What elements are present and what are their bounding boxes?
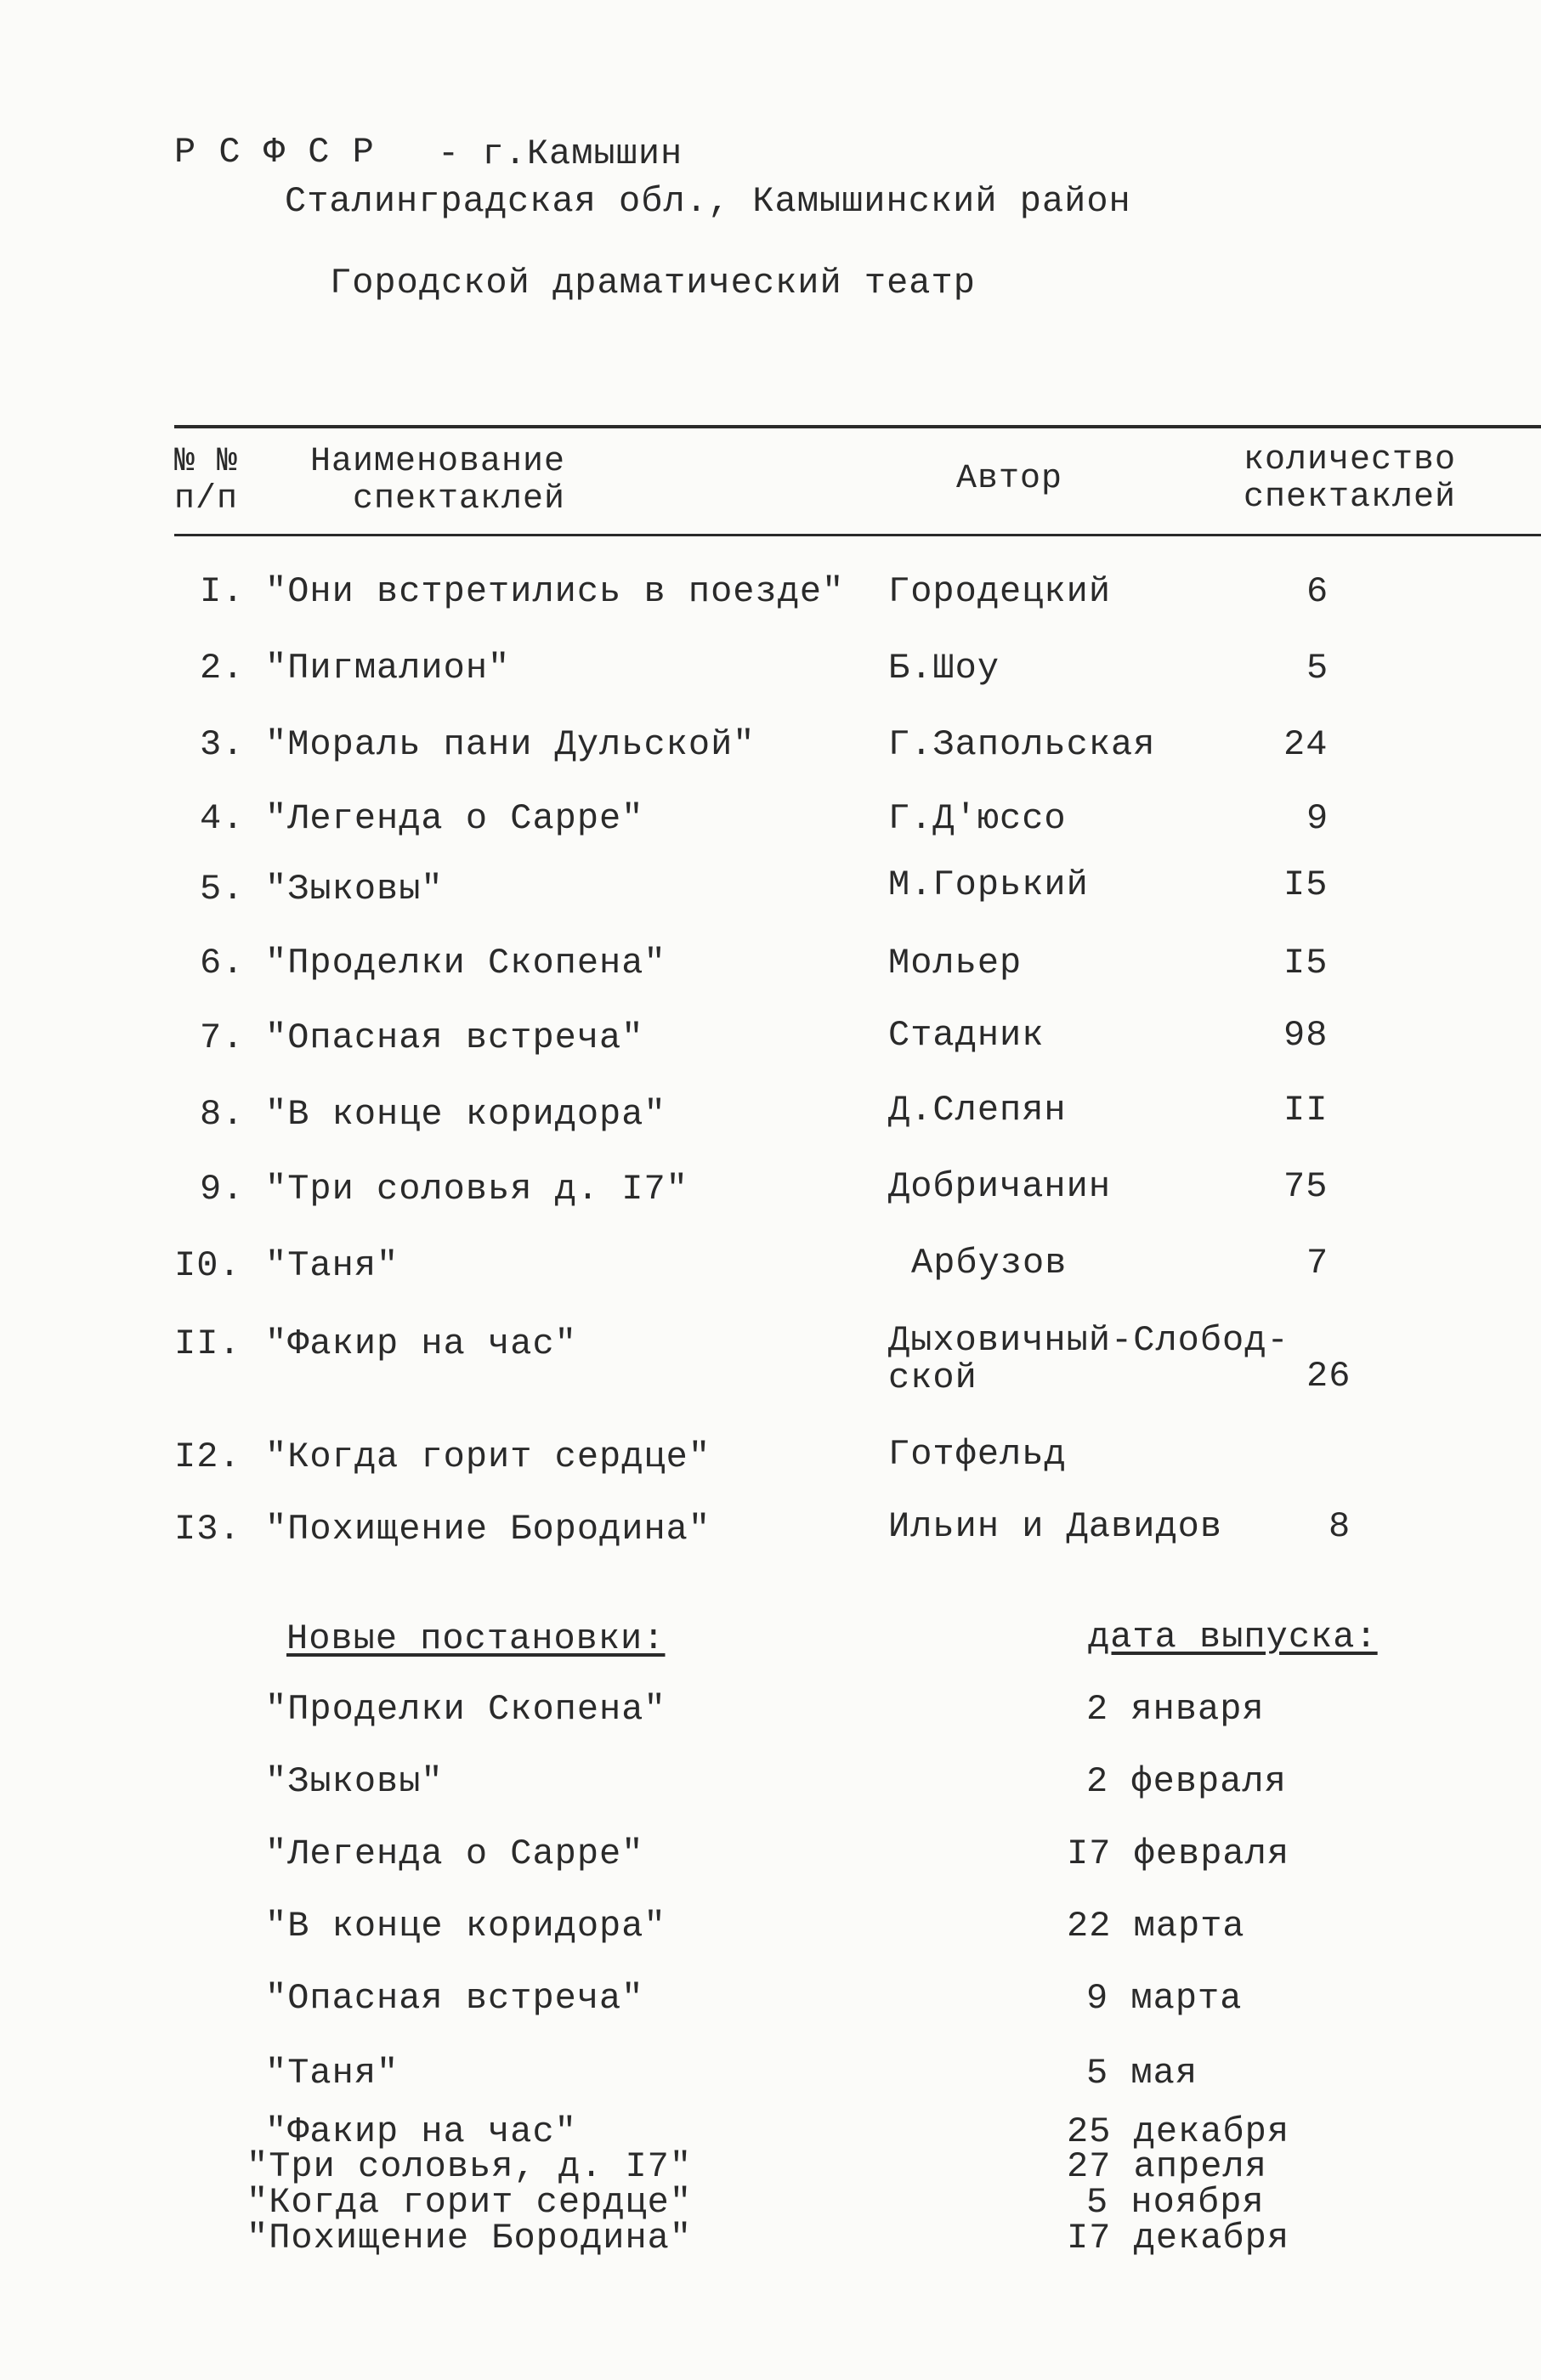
row-title: "Зыковы" bbox=[265, 869, 444, 910]
premiere-title: "Опасная встреча" bbox=[265, 1978, 644, 2019]
row-count: 24 bbox=[1283, 724, 1329, 765]
row-author: Городецкий bbox=[888, 571, 1112, 612]
row-number: 5. bbox=[200, 869, 245, 910]
row-count: I5 bbox=[1283, 943, 1329, 983]
row-title: "Таня" bbox=[265, 1245, 399, 1286]
row-author: Г.Запольская bbox=[888, 724, 1156, 765]
row-count: 75 bbox=[1283, 1166, 1329, 1207]
premiere-title: "Легенда о Сарре" bbox=[265, 1833, 644, 1874]
row-count: 98 bbox=[1283, 1015, 1329, 1056]
row-number: I3. bbox=[174, 1509, 241, 1550]
row-author: Добричанин bbox=[888, 1166, 1112, 1207]
premiere-date: 27 апреля bbox=[1067, 2146, 1267, 2187]
row-count: 6 bbox=[1306, 571, 1329, 612]
premiere-title: "Проделки Скопена" bbox=[265, 1689, 666, 1730]
row-count: II bbox=[1283, 1090, 1329, 1130]
row-count: 8 bbox=[1329, 1506, 1351, 1547]
row-author: Г.Д'юссо bbox=[888, 798, 1067, 839]
row-author: Б.Шоу bbox=[888, 648, 1000, 688]
row-number: I2. bbox=[174, 1436, 241, 1477]
premiere-date: 2 февраля bbox=[1086, 1761, 1287, 1802]
premiere-title: "Таня" bbox=[265, 2053, 399, 2094]
row-title: "Проделки Скопена" bbox=[265, 943, 666, 983]
row-number: 6. bbox=[200, 943, 245, 983]
premiere-date: 25 декабря bbox=[1067, 2111, 1290, 2152]
row-author: Ильин и Давидов bbox=[888, 1506, 1223, 1547]
row-title: "Опасная встреча" bbox=[265, 1017, 644, 1058]
row-title: "Легенда о Сарре" bbox=[265, 798, 644, 839]
row-number: I. bbox=[200, 571, 245, 612]
row-number: 9. bbox=[200, 1169, 245, 1210]
premiere-date: I7 февраля bbox=[1067, 1833, 1290, 1874]
column-header-count: количество спектаклей bbox=[1244, 441, 1457, 517]
premiere-date: I7 декабря bbox=[1067, 2218, 1290, 2258]
row-author: М.Горький bbox=[888, 864, 1089, 905]
premiere-date: 5 мая bbox=[1086, 2053, 1198, 2094]
row-number: 7. bbox=[200, 1017, 245, 1058]
premiere-title: "Три соловья, д. I7" bbox=[246, 2146, 693, 2187]
row-count: 26 bbox=[1306, 1356, 1351, 1397]
premiere-title: "Зыковы" bbox=[265, 1761, 444, 1802]
row-number: 4. bbox=[200, 798, 245, 839]
row-count: 7 bbox=[1306, 1243, 1329, 1284]
column-header-title: Наименование спектаклей bbox=[310, 443, 566, 518]
row-title: "Мораль пани Дульской" bbox=[265, 724, 756, 765]
row-title: "Три соловья д. I7" bbox=[265, 1169, 688, 1210]
row-title: "Пигмалион" bbox=[265, 648, 511, 688]
column-header-author: Автор bbox=[956, 460, 1063, 498]
table-header-rule bbox=[174, 534, 1541, 536]
table-top-rule bbox=[174, 425, 1541, 428]
row-title: "Факир на час" bbox=[265, 1323, 577, 1364]
row-author: Дыховичный-Слобод- ской bbox=[888, 1320, 1289, 1399]
premiere-title: "Факир на час" bbox=[265, 2111, 577, 2152]
region-label: Сталинградская обл., Камышинский район bbox=[285, 181, 1131, 222]
row-title: "Похищение Бородина" bbox=[265, 1509, 711, 1550]
column-header-number: № № п/п bbox=[174, 443, 239, 518]
row-author: Готфельд bbox=[888, 1434, 1067, 1475]
premiere-date: 5 ноября bbox=[1086, 2182, 1265, 2223]
row-author: Стадник bbox=[888, 1015, 1045, 1056]
row-title: "Они встретились в поезде" bbox=[265, 571, 845, 612]
row-number: 8. bbox=[200, 1094, 245, 1135]
row-number: I0. bbox=[174, 1245, 241, 1286]
premiere-title: "В конце коридора" bbox=[265, 1906, 666, 1946]
row-number: II. bbox=[174, 1323, 241, 1364]
row-author: Мольер bbox=[888, 943, 1023, 983]
row-number: 2. bbox=[200, 648, 245, 688]
city-label: - г.Камышин bbox=[438, 133, 683, 174]
row-title: "Когда горит сердце" bbox=[265, 1436, 711, 1477]
premiere-title: "Когда горит сердце" bbox=[246, 2182, 693, 2223]
theatre-name: Городской драматический театр bbox=[330, 263, 976, 303]
premiere-date: 22 марта bbox=[1067, 1906, 1245, 1946]
country-label: Р С Ф С Р bbox=[174, 132, 375, 173]
premiere-date: 2 января bbox=[1086, 1689, 1265, 1730]
row-count: 5 bbox=[1306, 648, 1329, 688]
premiere-date-heading: дата выпуска: bbox=[1088, 1617, 1378, 1658]
premieres-heading: Новые постановки: bbox=[286, 1618, 666, 1659]
row-count: I5 bbox=[1283, 864, 1329, 905]
premiere-date: 9 марта bbox=[1086, 1978, 1243, 2019]
row-title: "В конце коридора" bbox=[265, 1094, 666, 1135]
premiere-title: "Похищение Бородина" bbox=[246, 2218, 693, 2258]
row-author: Д.Слепян bbox=[888, 1090, 1067, 1130]
row-number: 3. bbox=[200, 724, 245, 765]
row-author: Арбузов bbox=[911, 1243, 1068, 1284]
row-count: 9 bbox=[1306, 798, 1329, 839]
